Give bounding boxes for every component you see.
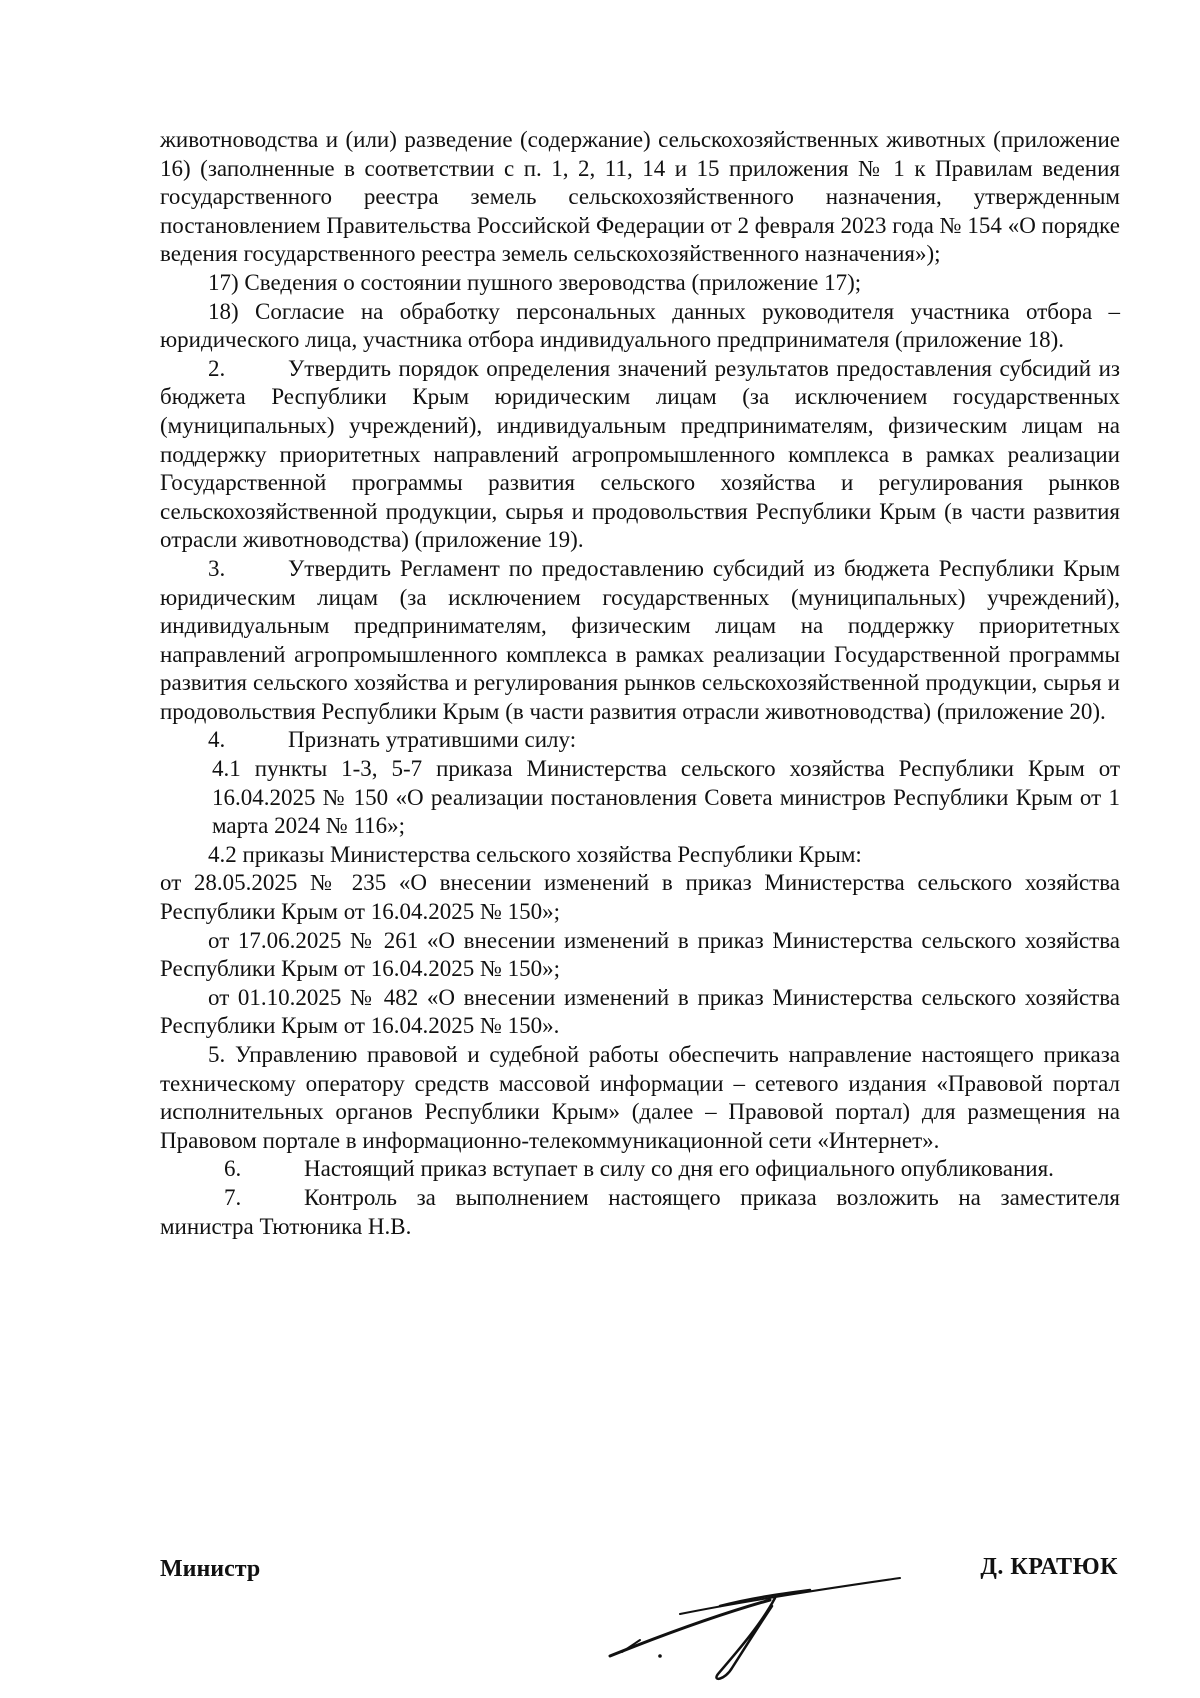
clause-4-2: 4.2 приказы Министерства сельского хозяйства Республики Крым: [208,841,862,867]
clause-4-number: 4. [208,727,226,753]
signatory-position: Министр [160,1556,261,1582]
clause-7 [160,1184,1120,1241]
clause-4 [160,726,1120,755]
clause-4-2-item-b: от 17.06.2025 № 261 «О внесении изменений в приказ Министерства сельского хозяйства Республики Крым от 16.04.2025 № 150»; [160,927,1120,982]
handwritten-signature [600,1536,920,1686]
clause-6 [160,1155,1120,1184]
signatory-name: Д. КРАТЮК [980,1554,1118,1580]
clause-3 [160,555,1120,727]
clause-7-text: Контроль за выполнением настоящего приказа возложить на заместителя министра Тютюника Н.В. [160,1184,1120,1239]
clause-4-text: Признать утратившими силу: [288,727,577,753]
clause-6-text: Настоящий приказ вступает в силу со дня его официального опубликования. [304,1156,1054,1182]
clause-6-number: 6. [224,1156,242,1182]
paragraph-18: 18) Согласие на обработку персональных данных руководителя участника отбора – юридического лица, участника отбора индивидуального предпринимателя (приложение 18). [160,298,1120,353]
clause-2-number: 2. [208,355,226,381]
clause-3-text: Утвердить Регламент по предоставлению субсидий из бюджета Республики Крым юридическим лицам (за исключением государственных (муниципальных) учреждений), индивидуальным предпринимателям, физическим лицам на поддержку приоритетных направлений агропромышленного комплекса в рамках реализации Государственной программы развития сельского хозяйства и регулирования рынков сельскохозяйственной продукции, сырья и продовольствия Республики Крым (в части развития отрасли животноводства) (приложение 20). [160,555,1120,724]
clause-5: 5. Управлению правовой и судебной работы обеспечить направление настоящего приказа техническому оператору средств массовой информации – сетевого издания «Правовой портал исполнительных органов Республики Крым» (далее – Правовой портал) для размещения на Правовом портале в информационно-телекоммуникационной сети «Интернет». [160,1042,1120,1153]
paragraph-17: 17) Сведения о состоянии пушного звероводства (приложение 17); [208,269,862,295]
paragraph-16-continuation: животноводства и (или) разведение (содержание) сельскохозяйственных животных (приложение 16) (заполненные в соответствии с п. 1, 2, 11, 14 и 15 приложения № 1 к Правилам ведения государственного реестра земель сельскохозяйственного назначения, утвержденным постановлением Правительства Российской Федерации от 2 февраля 2023 года № 154 «О порядке ведения государственного реестра земель сельскохозяйственного назначения»); [160,127,1120,267]
clause-4-2-item-a: от 28.05.2025 № 235 «О внесении изменений в приказ Министерства сельского хозяйства Республики Крым от 16.04.2025 № 150»; [160,870,1120,925]
clause-7-number: 7. [224,1184,242,1210]
clause-2-text: Утвердить порядок определения значений результатов предоставления субсидий из бюджета Республики Крым юридическим лицам (за исключением государственных (муниципальных) учреждений), индивидуальным предпринимателям, физическим лицам на поддержку приоритетных направлений агропромышленного комплекса в рамках реализации Государственной программы развития сельского хозяйства и регулирования рынков сельскохозяйственной продукции, сырья и продовольствия Республики Крым (в части развития отрасли животноводства) (приложение 19). [160,355,1120,553]
clause-4-2-item-c: от 01.10.2025 № 482 «О внесении изменений в приказ Министерства сельского хозяйства Республики Крым от 16.04.2025 № 150». [160,984,1120,1039]
document-body [160,126,1120,1241]
clause-3-number: 3. [208,555,226,581]
clause-4-1: 4.1 пункты 1-3, 5-7 приказа Министерства сельского хозяйства Республики Крым от 16.04.2025 № 150 «О реализации постановления Совета министров Республики Крым от 1 марта 2024 № 116»; [212,756,1120,839]
clause-2 [160,355,1120,555]
